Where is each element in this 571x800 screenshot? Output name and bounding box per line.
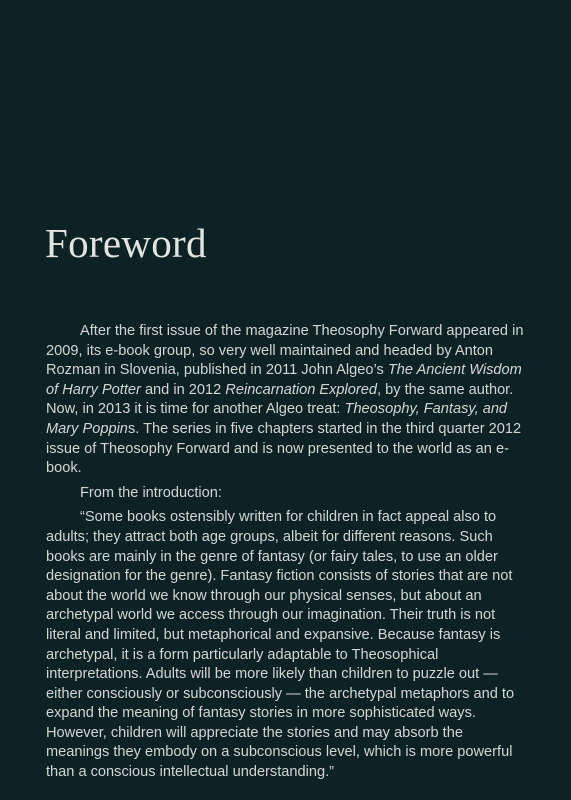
- paragraph-text: and in 2012: [140, 381, 226, 398]
- italic-title-text: The Ancient Wisdom of Harry Potter: [46, 362, 522, 398]
- paragraph-3: [46, 508, 530, 782]
- paragraph-text: From the introduction:: [80, 484, 222, 501]
- page-title: Foreword: [45, 220, 207, 266]
- italic-title-text: Theosophy, Fantasy, and Mary Poppin: [46, 401, 508, 437]
- italic-title-text: Reincarnation Explored: [225, 381, 377, 398]
- paragraph-text: , by the same author. Now, in 2013 it is time for another Algeo treat:: [46, 381, 514, 418]
- paragraph-1: [46, 322, 530, 479]
- paragraph-text: s. The series in five chapters started in the third quarter 2012 issue of Theosophy Forward and is now presented to the world as an e-book.: [46, 420, 522, 477]
- paragraph-text: “Some books ostensibly written for children in fact appeal also to adults; they attract both age groups, albeit for different reasons. Such books are mainly in the genre of fantasy (or fairy tales, to use an older designation for the genre). Fantasy fiction consists of stories that are not about the world we know through our physical senses, but about an archetypal world we access through our imagination. Their truth is not literal and limited, but metaphorical and expansive. Because fantasy is archetypal, it is a form particularly adaptable to Theosophical interpretations. Adults will be more likely than children to puzzle out — either consciously or subconsciously — the archetypal metaphors and to expand the meaning of fantasy stories in more sophisticated ways. However, children will appreciate the stories and may absorb the meanings they embody on a subconscious level, which is more powerful than a conscious intellectual understanding.”: [46, 509, 515, 781]
- paragraph-text: After the first issue of the magazine Theosophy Forward appeared in 2009, its e-book group, so very well maintained and headed by Anton Rozman in Slovenia, published in 2011 John Algeo’s: [46, 323, 524, 379]
- foreword-body: [46, 322, 530, 788]
- paragraph-2: [46, 484, 530, 504]
